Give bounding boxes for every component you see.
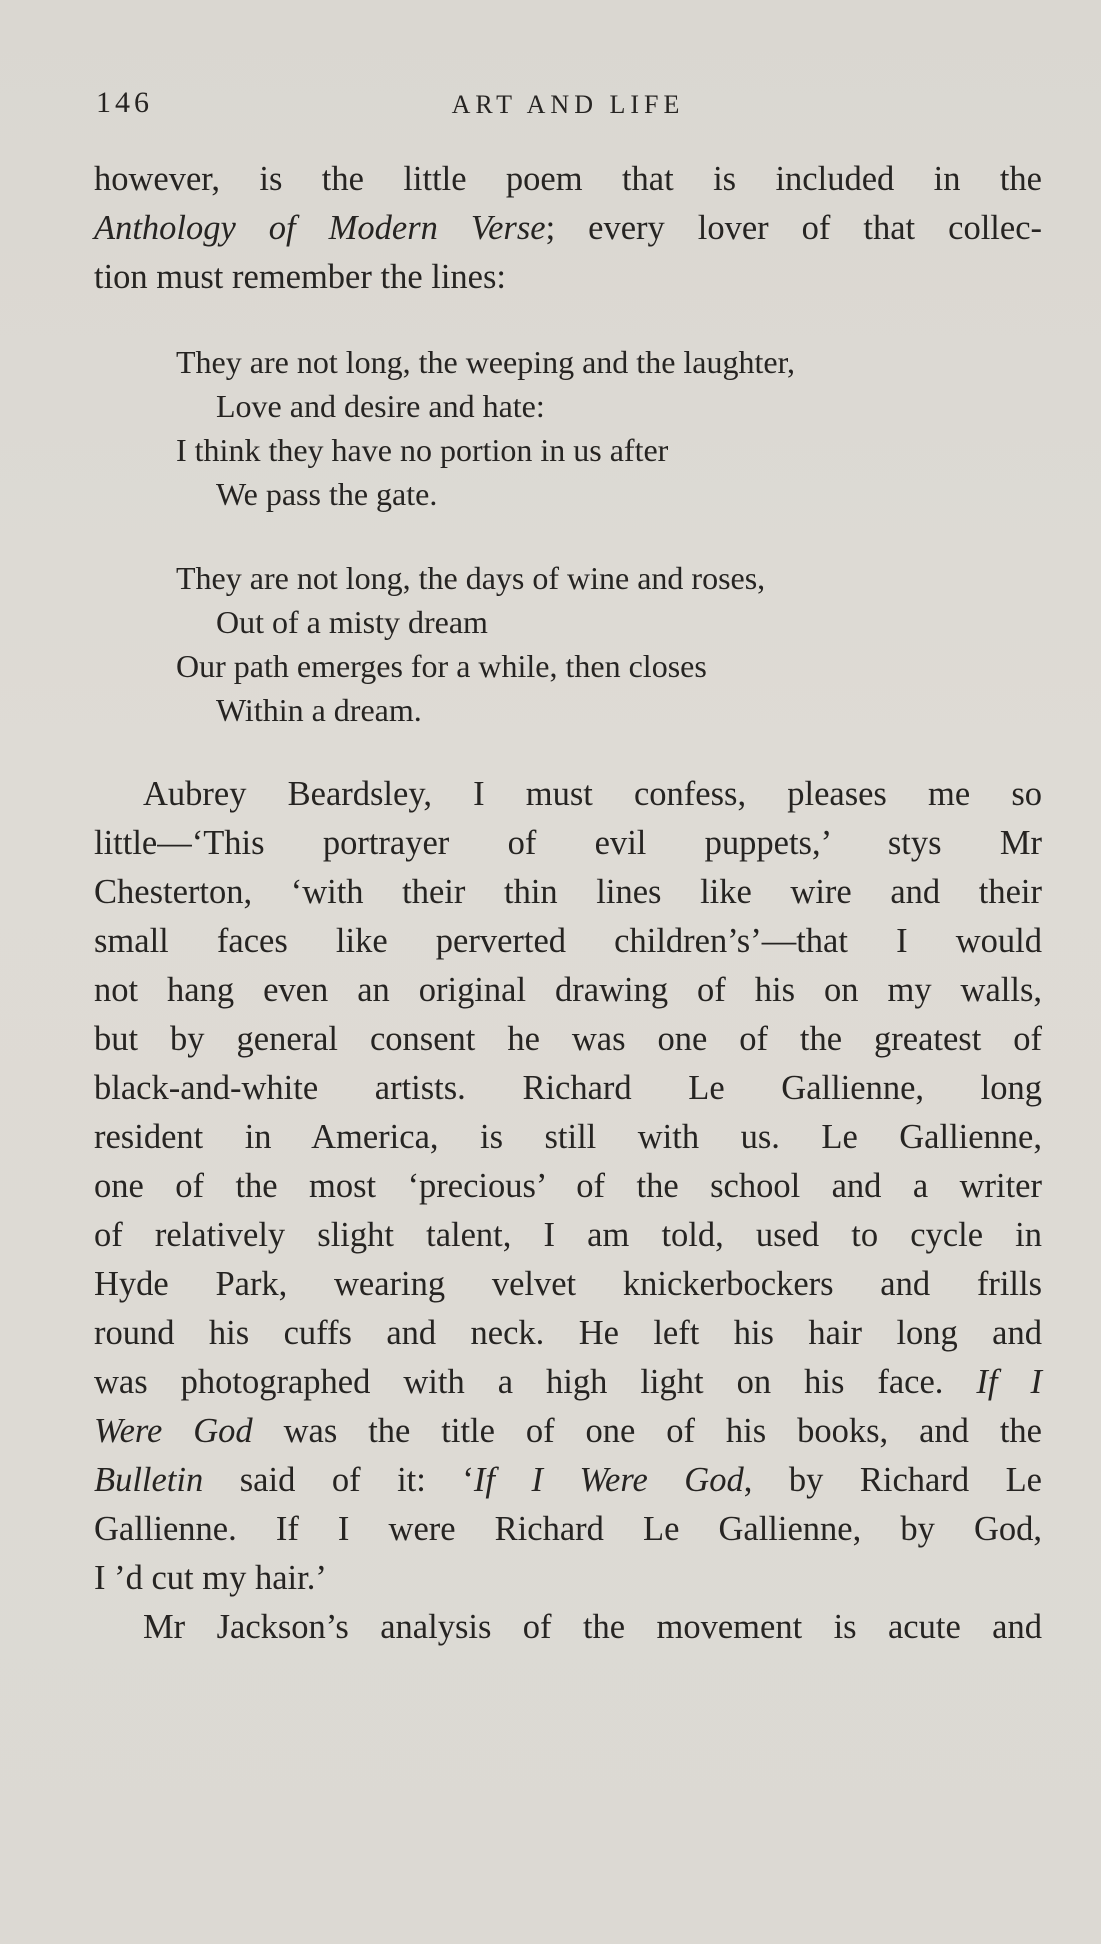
text-line: black-and-white artists. Richard Le Gallienne, long [94, 1069, 1042, 1107]
book-title-italic: If I [976, 1363, 1042, 1401]
text-line: Chesterton, ‘with their thin lines like wire and their [94, 873, 1042, 911]
anthology-title: Anthology of Modern Verse [94, 209, 546, 247]
verse-line: We pass the gate. [216, 476, 438, 512]
text-line: Mr Jackson’s analysis of the movement is acute and [143, 1608, 1042, 1646]
text-line: one of the most ‘precious’ of the school and a writer [94, 1167, 1042, 1205]
verse-line: They are not long, the days of wine and roses, [176, 560, 766, 596]
text-line: I ’d cut my hair.’ [94, 1559, 327, 1597]
verse-line: I think they have no portion in us after [176, 432, 669, 468]
poem-stanza-2 [176, 556, 1016, 732]
page-header [96, 86, 1040, 126]
book-title-italic: If I Were God [473, 1461, 744, 1499]
text-line: however, is the little poem that is included in the [94, 160, 1042, 198]
paragraph-jackson [94, 1603, 1042, 1652]
text-line: round his cuffs and neck. He left his hair long and [94, 1314, 1042, 1352]
bulletin-title: Bulletin [94, 1461, 204, 1499]
verse-line: Out of a misty dream [216, 604, 488, 640]
poem-stanza-1 [176, 340, 1016, 516]
text-line: of relatively slight talent, I am told, used to cycle in [94, 1216, 1042, 1254]
verse-line: Our path emerges for a while, then closes [176, 648, 707, 684]
text-line: resident in America, is still with us. Le Gallienne, [94, 1118, 1042, 1156]
text-line: Hyde Park, wearing velvet knickerbockers and frills [94, 1265, 1042, 1303]
text-line: Gallienne. If I were Richard Le Gallienne, by God, [94, 1510, 1042, 1548]
text-line: Aubrey Beardsley, I must confess, pleases me so [143, 775, 1042, 813]
text-line: Were God was the title of one of his books, and the [94, 1412, 1042, 1450]
verse-line: They are not long, the weeping and the laughter, [176, 344, 795, 380]
paragraph-beardsley [94, 770, 1042, 1603]
book-title-italic: Were God [94, 1412, 253, 1450]
verse-line: Love and desire and hate: [216, 388, 545, 424]
text-line: tion must remember the lines: [94, 258, 506, 296]
text-line: little—‘This portrayer of evil puppets,’ stys Mr [94, 824, 1042, 862]
running-head: ART AND LIFE [451, 90, 685, 119]
text-line: Anthology of Modern Verse; every lover of that collec- [94, 209, 1042, 247]
verse-line: Within a dream. [216, 692, 422, 728]
text-line: was photographed with a high light on his face. If I [94, 1363, 1042, 1401]
page-number: 146 [96, 86, 153, 119]
text-line: Bulletin said of it: ‘If I Were God, by Richard Le [94, 1461, 1042, 1499]
text-line: not hang even an original drawing of his on my walls, [94, 971, 1042, 1009]
paragraph-intro [94, 155, 1042, 302]
text-line: small faces like perverted children’s’—that I would [94, 922, 1042, 960]
text-line: but by general consent he was one of the greatest of [94, 1020, 1042, 1058]
